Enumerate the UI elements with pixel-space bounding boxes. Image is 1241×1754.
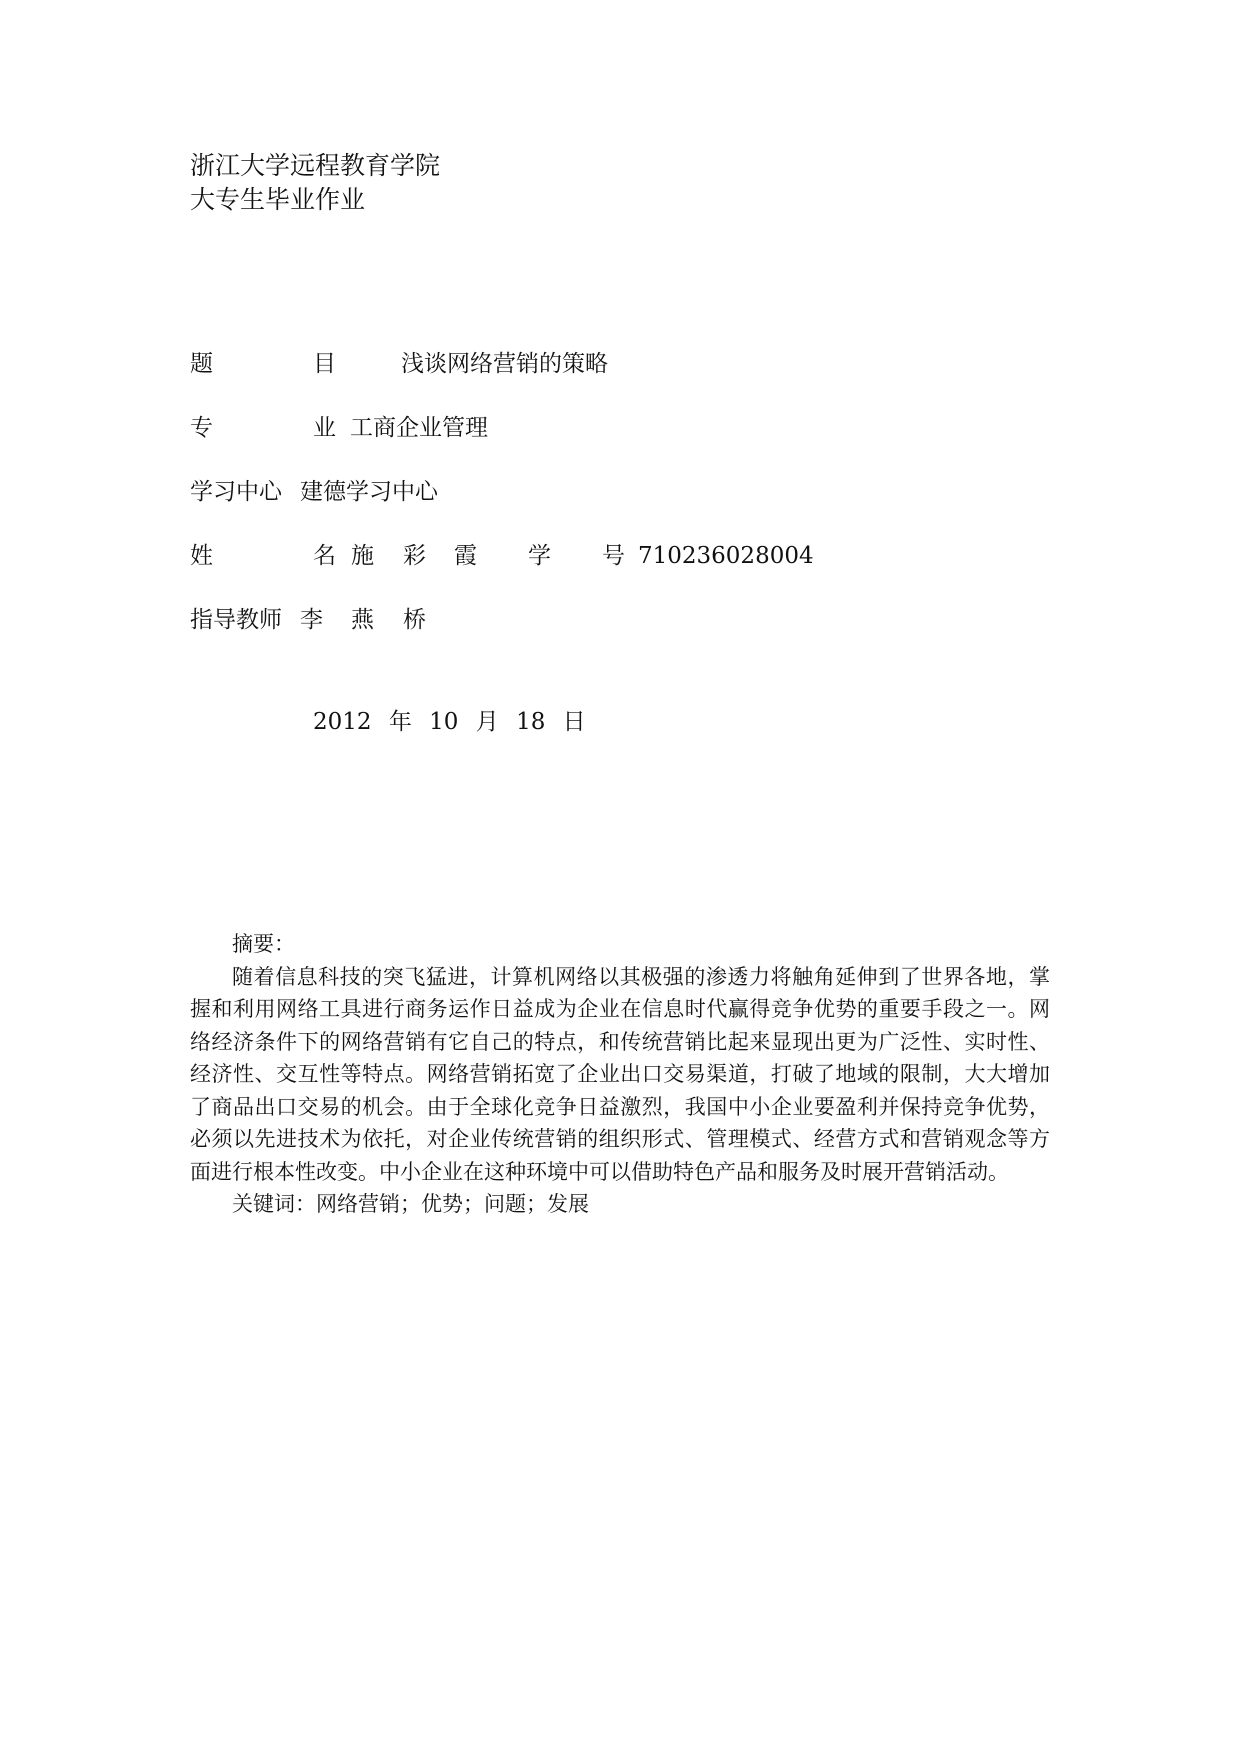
date-day-unit: 日 [562,709,586,735]
abstract-heading: 摘要： [232,932,295,956]
student-name-char-1: 施 [351,543,374,569]
school-name: 浙江大学远程教育学院 [190,151,441,180]
title-label-char-2: 目 [313,351,336,377]
student-name-char-2: 彩 [403,543,426,569]
student-id-label-char-2: 号 [602,543,625,569]
date-month: 10 [429,709,459,735]
advisor-name-char-1: 李 [300,607,323,633]
abstract-keywords: 关键词：网络营销；优势；问题；发展 [232,1192,589,1216]
student-id-value: 710236028004 [638,543,814,569]
abstract-section [190,928,1050,1221]
major-label-char-2: 业 [313,415,336,441]
date-month-unit: 月 [475,709,499,735]
advisor-name-char-3: 桥 [403,607,426,633]
thesis-title-value: 浅谈网络营销的策略 [401,351,608,377]
name-label-char-1: 姓 [190,543,213,569]
date-year: 2012 [313,709,372,735]
study-center-label: 学习中心 [190,479,282,505]
advisor-label: 指导教师 [190,607,282,633]
title-label-char-1: 题 [190,351,213,377]
student-id-label-char-1: 学 [528,543,551,569]
advisor-name-char-2: 燕 [351,607,374,633]
date-year-unit: 年 [388,709,412,735]
study-center-value: 建德学习中心 [300,479,438,505]
major-value: 工商企业管理 [350,415,488,441]
name-label-char-2: 名 [313,543,336,569]
abstract-body: 随着信息科技的突飞猛进，计算机网络以其极强的渗透力将触角延伸到了世界各地，掌握和利用网络工具进行商务运作日益成为企业在信息时代赢得竞争优势的重要手段之一。网络经济条件下的网络营销有它自己的特点，和传统营销比起来显现出更为广泛性、实时性、经济性、交互性等特点。网络营销拓宽了企业出口交易渠道，打破了地域的限制，大大增加了商品出口交易的机会。由于全球化竞争日益激烈，我国中小企业要盈利并保持竞争优势，必须以先进技术为依托，对企业传统营销的组织形式、管理模式、经营方式和营销观念等方面进行根本性改变。中小企业在这种环境中可以借助特色产品和服务及时展开营销活动。 [190,964,1050,1184]
student-name-char-3: 霞 [454,543,477,569]
assignment-type: 大专生毕业作业 [190,185,366,214]
date-day: 18 [516,709,546,735]
major-label-char-1: 专 [190,415,213,441]
submission-date [313,706,596,738]
